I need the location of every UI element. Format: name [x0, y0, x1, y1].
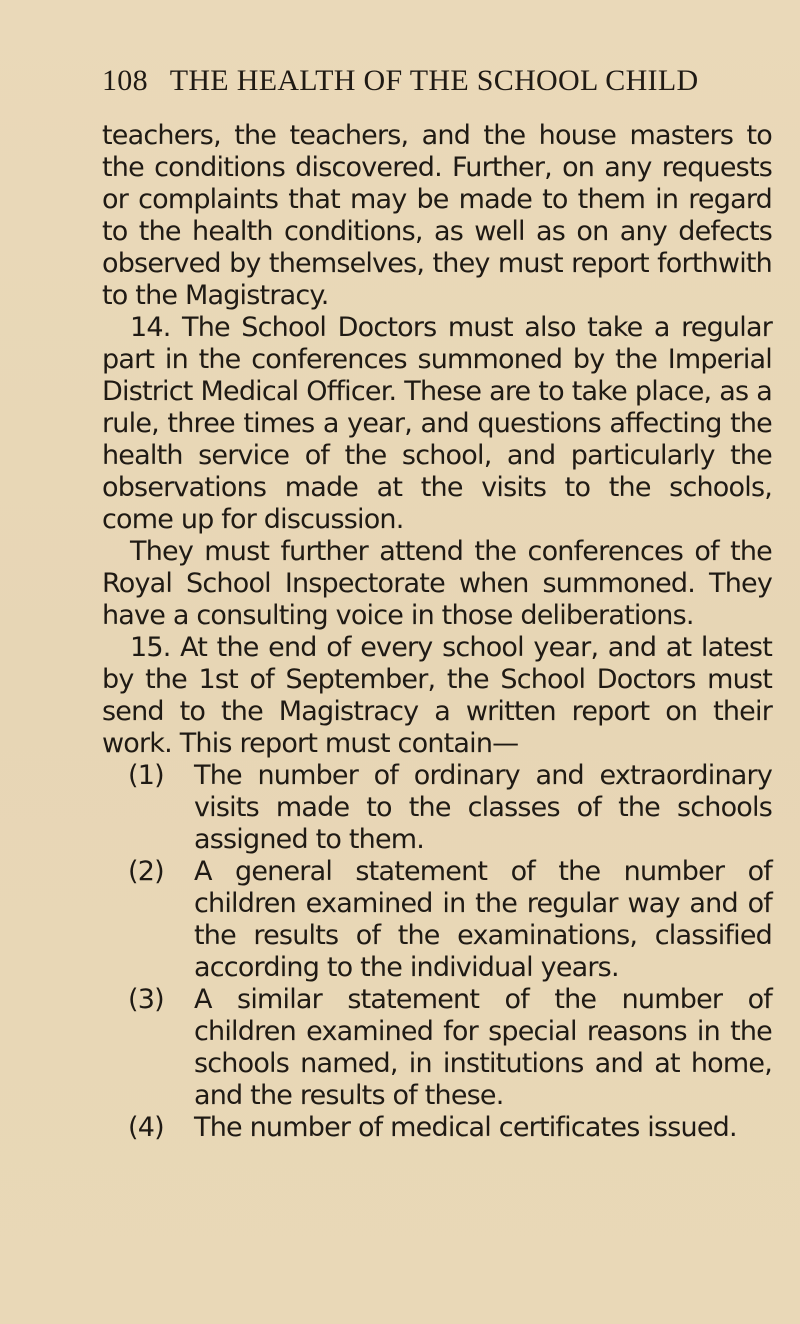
paragraph-section-15: 15. At the end of every school year, and at latest by the 1st of September, the School Doctors must send to the Magistracy a written report on their work. This report must contain—	[102, 632, 772, 759]
paragraph-inspectorate: They must further attend the conferences of the Royal School Inspectorate when summoned. They have a consulting voice in those deliberations.	[102, 536, 772, 631]
list-item	[102, 1112, 772, 1144]
list-item-text: The number of medical certificates issued.	[194, 1112, 737, 1143]
list-item-number: (4)	[128, 1112, 164, 1143]
list-item	[102, 856, 772, 984]
list-item-number: (3)	[128, 984, 164, 1015]
paragraph-continuation: teachers, the teachers, and the house masters to the conditions discovered. Further, on any requests or complaints that may be made to them in regard to the health conditions, as well as on any defects observed by themselves, they must report forthwith to the Magistracy.	[102, 120, 772, 311]
body-text	[102, 120, 772, 1144]
list-item-text: A similar statement of the number of children examined for special reasons in the schools named, in institutions and at home, and the results of these.	[194, 984, 772, 1111]
list-item	[102, 984, 772, 1112]
running-title: THE HEALTH OF THE SCHOOL CHILD	[169, 64, 699, 97]
list-item-text: The number of ordinary and extraordinary visits made to the classes of the schools assigned to them.	[194, 760, 772, 855]
list-item-number: (2)	[128, 856, 164, 887]
list-item-number: (1)	[128, 760, 164, 791]
list-item-text: A general statement of the number of children examined in the regular way and of the results of the examinations, classified according to the individual years.	[194, 856, 772, 983]
report-contents-list	[102, 760, 772, 1144]
page-number: 108	[102, 64, 148, 97]
running-head	[102, 64, 772, 104]
list-item	[102, 760, 772, 856]
paragraph-section-14: 14. The School Doctors must also take a regular part in the conferences summoned by the Imperial District Medical Officer. These are to take place, as a rule, three times a year, and questions affecting the health service of the school, and particularly the observations made at the visits to the schools, come up for discussion.	[102, 312, 772, 535]
